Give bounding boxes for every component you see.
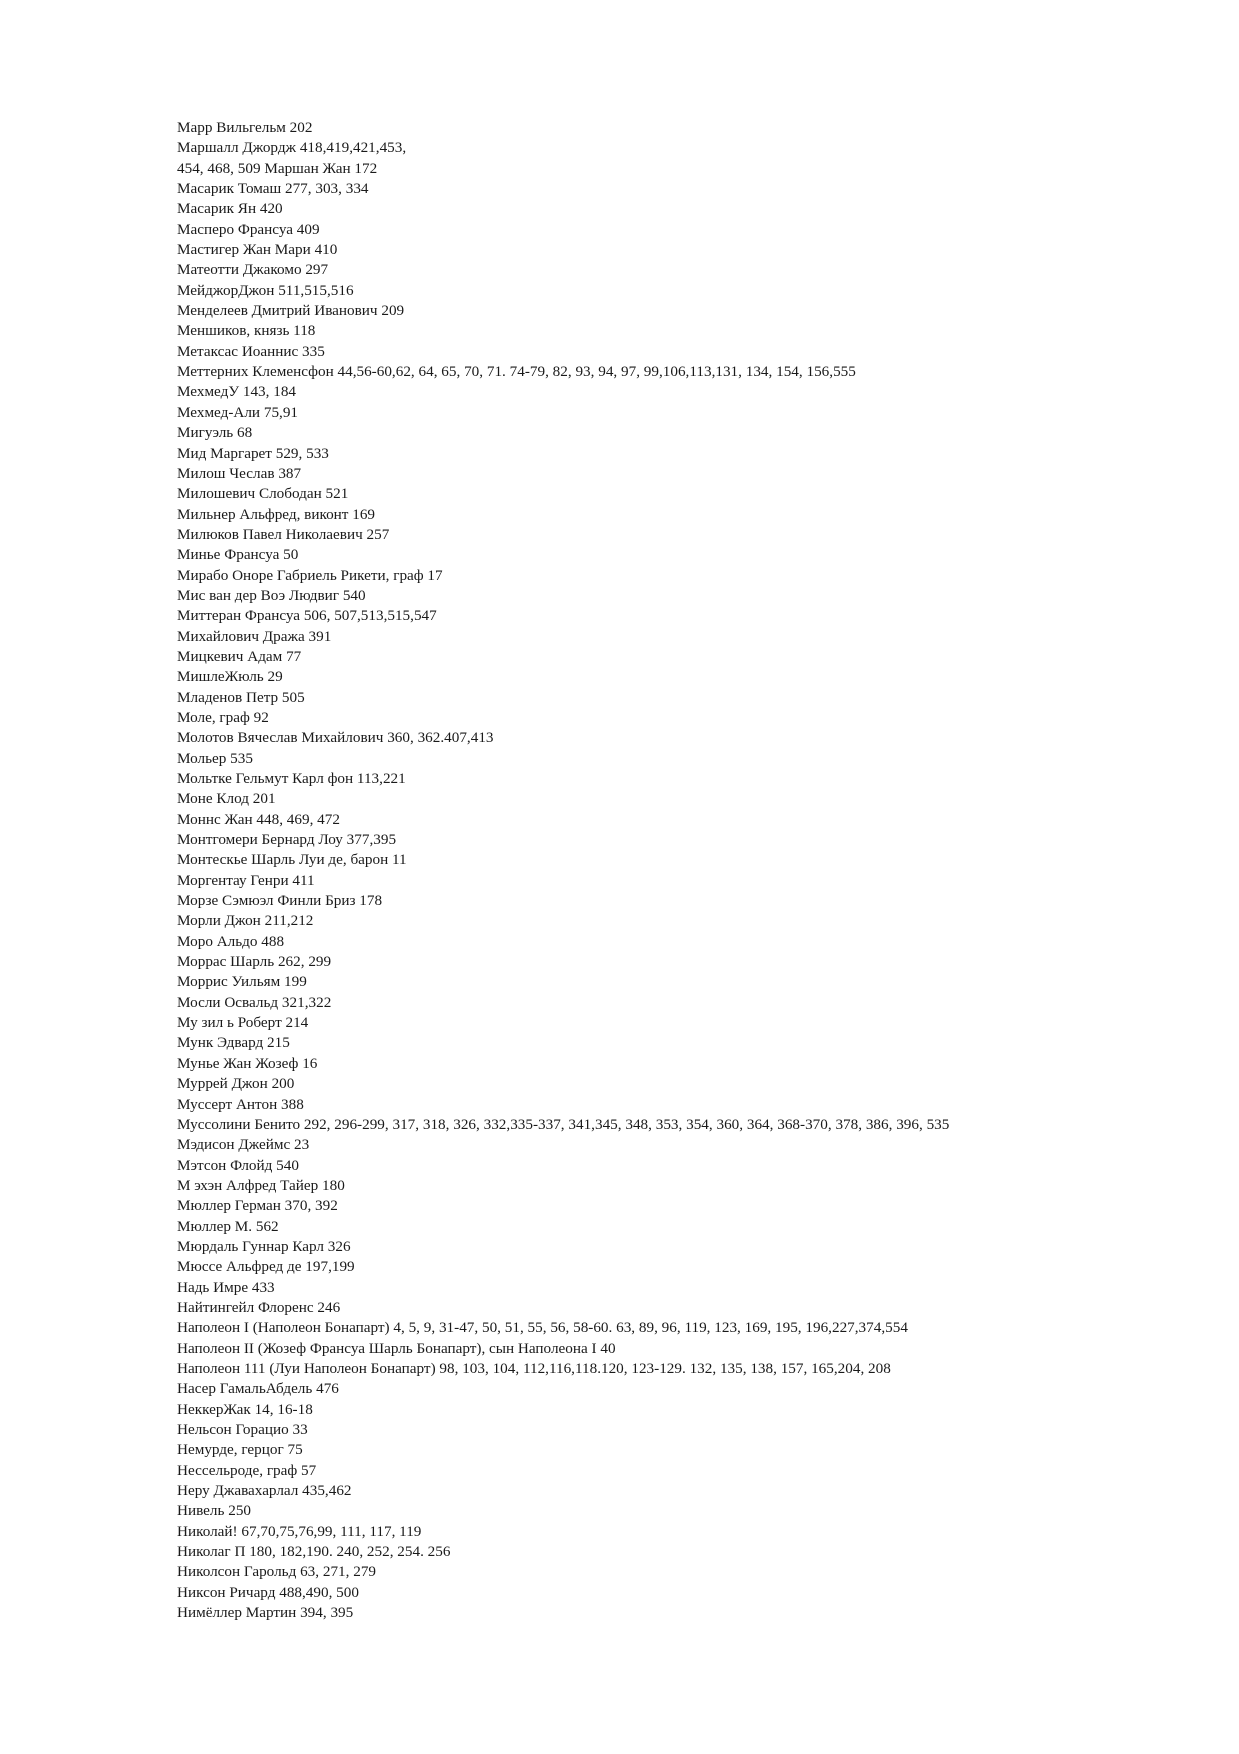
index-entry: Меттерних Клеменсфон 44,56-60,62, 64, 65, 70, 71. 74-79, 82, 93, 94, 97, 99,106,113,131, 134, 154, 156,555 xyxy=(177,363,856,381)
index-entry: Моррас Шарль 262, 299 xyxy=(177,953,332,971)
index-entry: Морли Джон 211,212 xyxy=(177,912,314,930)
index-entry: Маршалл Джордж 418,419,421,453, xyxy=(177,139,407,157)
index-entry: Мунье Жан Жозеф 16 xyxy=(177,1054,318,1072)
index-entry: Найтингейл Флоренс 246 xyxy=(177,1298,341,1316)
index-entry: Масарик Томаш 277, 303, 334 xyxy=(177,180,369,198)
index-entry: Мюрдаль Гуннар Карл 326 xyxy=(177,1237,351,1255)
index-entry: Наполеон 111 (Луи Наполеон Бонапарт) 98, 103, 104, 112,116,118.120, 123-129. 132, 135, 138, 157, 165,204, 208 xyxy=(177,1359,891,1377)
index-entry: Милошевич Слободан 521 xyxy=(177,485,349,503)
index-entry: Милош Чеслав 387 xyxy=(177,464,302,482)
index-entry: Николай! 67,70,75,76,99, 111, 117, 119 xyxy=(177,1522,422,1540)
index-entry: Насер ГамальАбдель 476 xyxy=(177,1380,339,1398)
index-entry: Мосли Освальд 321,322 xyxy=(177,993,332,1011)
index-entry: Масперо Франсуа 409 xyxy=(177,220,320,238)
index-entry: Мид Маргарет 529, 533 xyxy=(177,444,329,462)
index-entry: Младенов Петр 505 xyxy=(177,688,305,706)
index-entry: Мицкевич Адам 77 xyxy=(177,647,302,665)
index-entry: Моргентау Генри 411 xyxy=(177,871,315,889)
index-entry: Мюллер М. 562 xyxy=(177,1217,279,1235)
index-entry: Метаксас Иоаннис 335 xyxy=(177,342,325,360)
index-entry: Монтескье Шарль Луи де, барон 11 xyxy=(177,851,407,869)
index-entry: Муссолини Бенито 292, 296-299, 317, 318, 326, 332,335-337, 341,345, 348, 353, 354, 360, 364, 368-370, 378, 386, 396, 535 xyxy=(177,1115,950,1133)
index-entry: Мюссе Альфред де 197,199 xyxy=(177,1258,355,1276)
index-entry: Менделеев Дмитрий Иванович 209 xyxy=(177,302,405,320)
index-entry: Наполеон II (Жозеф Франсуа Шарль Бонапарт), сын Наполеона I 40 xyxy=(177,1339,616,1357)
index-entry: М эхэн Алфред Тайер 180 xyxy=(177,1176,345,1194)
index-entry: Монтгомери Бернард Лоу 377,395 xyxy=(177,831,397,849)
index-entry: МейджорДжон 511,515,516 xyxy=(177,281,354,299)
index-entry: Миттеран Франсуа 506, 507,513,515,547 xyxy=(177,607,437,625)
index-entry: МишлеЖюль 29 xyxy=(177,668,283,686)
index-entry: Никсон Ричард 488,490, 500 xyxy=(177,1583,359,1601)
index-entry: Молотов Вячеслав Михайлович 360, 362.407,413 xyxy=(177,729,494,747)
index-entry: Мольер 535 xyxy=(177,749,253,767)
index-entry: Моле, граф 92 xyxy=(177,708,269,726)
index-entry: Му зил ь Роберт 214 xyxy=(177,1014,309,1032)
index-entry: Морзе Сэмюэл Финли Бриз 178 xyxy=(177,892,383,910)
index-entry: Мехмед-Али 75,91 xyxy=(177,403,299,421)
index-entry: Нивель 250 xyxy=(177,1502,252,1520)
index-entry: Моррис Уильям 199 xyxy=(177,973,307,991)
index-entry: Нимёллер Мартин 394, 395 xyxy=(177,1604,354,1622)
index-entry: Минье Франсуа 50 xyxy=(177,546,299,564)
index-entry: Моннс Жан 448, 469, 472 xyxy=(177,810,340,828)
index-entry: Муссерт Антон 388 xyxy=(177,1095,304,1113)
index-entry: Мигуэль 68 xyxy=(177,424,253,442)
name-index-list xyxy=(177,118,1197,1623)
index-entry: Мунк Эдвард 215 xyxy=(177,1034,290,1052)
index-entry: Наполеон I (Наполеон Бонапарт) 4, 5, 9, 31-47, 50, 51, 55, 56, 58-60. 63, 89, 96, 119, 123, 169, 195, 196,227,374,554 xyxy=(177,1319,908,1337)
index-entry: Мирабо Оноре Габриель Рикети, граф 17 xyxy=(177,566,443,584)
index-entry: Мастигер Жан Мари 410 xyxy=(177,241,338,259)
index-entry: Николсон Гарольд 63, 271, 279 xyxy=(177,1563,377,1581)
index-entry: Муррей Джон 200 xyxy=(177,1075,295,1093)
index-entry: Моне Клод 201 xyxy=(177,790,276,808)
index-entry: Марр Вильгельм 202 xyxy=(177,119,313,136)
index-entry: МехмедУ 143, 184 xyxy=(177,383,297,401)
index-entry: Мис ван дер Воэ Людвиг 540 xyxy=(177,586,366,604)
index-entry: Милюков Павел Николаевич 257 xyxy=(177,525,390,543)
index-entry: Мюллер Герман 370, 392 xyxy=(177,1197,338,1215)
index-entry: Матеотти Джакомо 297 xyxy=(177,261,329,279)
index-entry: Масарик Ян 420 xyxy=(177,200,283,218)
index-entry: Немурде, герцог 75 xyxy=(177,1441,303,1459)
index-entry: Николаг П 180, 182,190. 240, 252, 254. 256 xyxy=(177,1543,451,1561)
index-entry: Мэдисон Джеймс 23 xyxy=(177,1136,310,1154)
index-entry: Неру Джавахарлал 435,462 xyxy=(177,1482,352,1500)
index-entry: 454, 468, 509 Маршан Жан 172 xyxy=(177,159,378,177)
index-entry: Моро Альдо 488 xyxy=(177,932,285,950)
index-entry: Михайлович Дража 391 xyxy=(177,627,332,645)
index-entry: Нельсон Горацио 33 xyxy=(177,1421,308,1438)
index-entry: Надь Имре 433 xyxy=(177,1278,275,1296)
index-entry: Меншиков, князь 118 xyxy=(177,322,316,340)
index-entry: Мольтке Гельмут Карл фон 113,221 xyxy=(177,770,406,787)
index-entry: НеккерЖак 14, 16-18 xyxy=(177,1400,313,1418)
index-entry: Нессельроде, граф 57 xyxy=(177,1461,317,1479)
index-entry: Мильнер Альфред, виконт 169 xyxy=(177,505,376,523)
index-entry: Мэтсон Флойд 540 xyxy=(177,1156,299,1174)
